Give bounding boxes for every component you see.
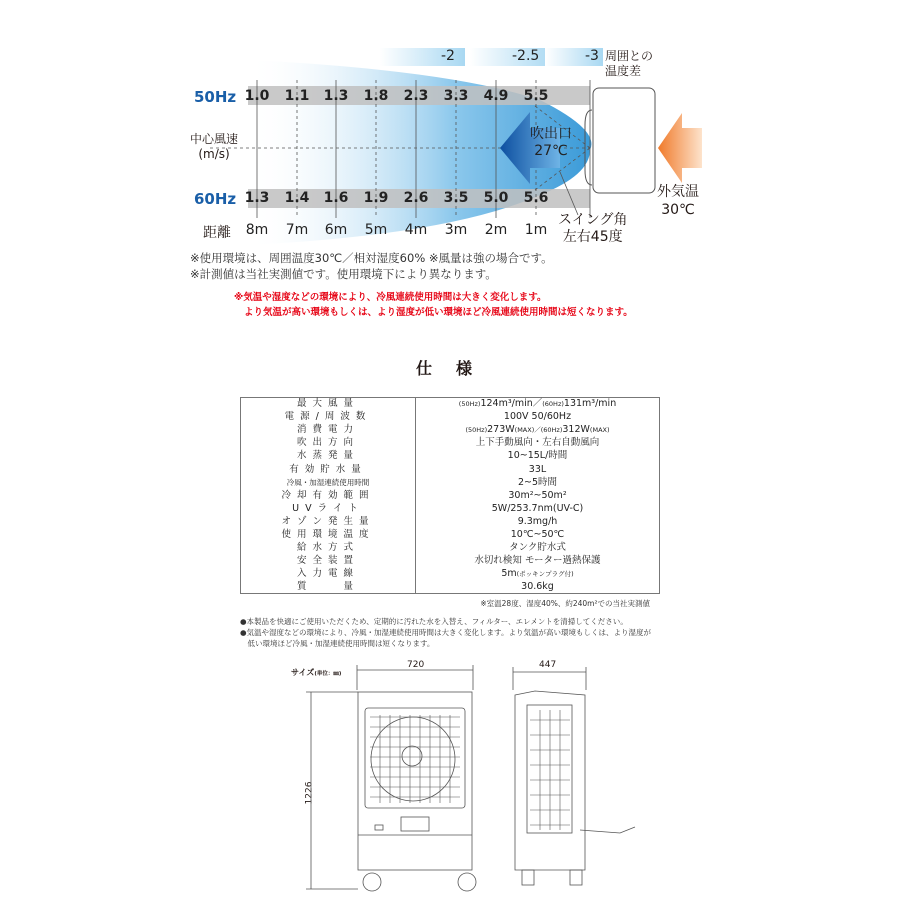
speed-value: 1.9	[363, 190, 389, 206]
spec-label: 入力電線	[241, 568, 416, 581]
label-50hz: 50Hz	[194, 88, 237, 106]
spec-value-part: 水切れ検知 モーター過熱保護	[474, 555, 601, 567]
side-view	[515, 691, 635, 885]
spec-value	[416, 437, 660, 450]
dim-width-front: 720	[407, 660, 425, 670]
bullet-line: 低い環境ほど冷風・加湿連続使用時間は短くなります。	[240, 639, 435, 648]
spec-value-part: (ポッキンプラグ付)	[516, 570, 574, 579]
spec-value	[416, 502, 660, 515]
spec-table	[240, 397, 660, 594]
outlet-label	[530, 126, 572, 160]
distance-value: 5m	[364, 222, 388, 238]
spec-value-part: 100V 50/60Hz	[503, 411, 572, 423]
spec-row	[241, 424, 660, 437]
spec-row	[241, 463, 660, 476]
airflow-graphic	[0, 0, 900, 260]
spec-value	[416, 476, 660, 489]
swing-label	[558, 212, 627, 246]
spec-label: UVライト	[241, 502, 416, 515]
spec-value-part: (MAX)／(60Hz)	[514, 426, 563, 435]
speed-value: 1.3	[244, 190, 270, 206]
distance-value: 6m	[324, 222, 348, 238]
speed-value: 5.5	[523, 88, 549, 104]
spec-footnote: ※室温28度、湿度40%、約240m²での当社実測値	[480, 599, 650, 608]
outlet-temp: 27℃	[534, 143, 568, 159]
spec-row	[241, 515, 660, 528]
distance-value: 4m	[404, 222, 428, 238]
spec-value-part: 312W	[562, 424, 590, 436]
spec-label: 安全装置	[241, 555, 416, 568]
spec-title: 仕 様	[416, 359, 477, 378]
spec-label: 有効貯水量	[241, 463, 416, 476]
spec-value-part: (60Hz)	[542, 400, 564, 409]
spec-value-part: (MAX)	[589, 426, 610, 435]
spec-row	[241, 528, 660, 541]
spec-row	[241, 542, 660, 555]
spec-bullets	[240, 616, 651, 649]
spec-label: 最大風量	[241, 398, 416, 411]
outlet-line: 吹出口	[530, 126, 572, 142]
unit-icon	[593, 88, 655, 193]
spec-value-part: 上下手動風向・左右自動風向	[475, 437, 600, 449]
speed-value: 2.6	[403, 190, 429, 206]
temp-diff-label	[605, 49, 653, 79]
spec-value-part: 30m²~50m²	[508, 489, 567, 501]
speed-value: 5.0	[483, 190, 509, 206]
outside-line: 外気温	[657, 184, 699, 200]
spec-value	[416, 450, 660, 463]
spec-row	[241, 398, 660, 411]
distance-value: 2m	[484, 222, 508, 238]
speed-value: 3.5	[443, 190, 469, 206]
spec-row	[241, 476, 660, 489]
spec-value-part: 30.6kg	[521, 581, 554, 593]
spec-value-part: 2~5時間	[517, 476, 558, 488]
swing-angle: 左右45度	[562, 229, 623, 245]
spec-value-part: 9.3mg/h	[517, 515, 558, 527]
spec-value-part: 33L	[528, 463, 547, 475]
speed-value: 2.3	[403, 88, 429, 104]
spec-value	[416, 528, 660, 541]
speed-value: 4.9	[483, 88, 509, 104]
dim-height: 1226	[304, 781, 315, 805]
spec-row	[241, 502, 660, 515]
spec-value	[416, 542, 660, 555]
spec-row	[241, 555, 660, 568]
spec-row	[241, 568, 660, 581]
spec-value-part: 5W/253.7nm(UV-C)	[491, 502, 584, 514]
spec-label: 冷却有効範囲	[241, 489, 416, 502]
distance-value: 8m	[245, 222, 269, 238]
product-drawings	[280, 655, 660, 900]
dim-width-side: 447	[539, 660, 557, 670]
spec-value-part: タンク貯水式	[509, 542, 566, 554]
spec-row	[241, 437, 660, 450]
outside-air-arrow-icon	[658, 113, 702, 183]
temp-diff-label-line: 周囲との	[605, 49, 654, 63]
spec-value-part: (50Hz)	[465, 426, 488, 435]
speed-value: 1.4	[284, 190, 310, 206]
warning-line: ※気温や湿度などの環境により、冷風連続使用時間は大きく変化します。	[234, 292, 547, 303]
speed-value: 3.3	[443, 88, 469, 104]
spec-value	[416, 398, 660, 411]
speed-value: 5.6	[523, 190, 549, 206]
spec-label: 使用環境温度	[241, 528, 416, 541]
spec-row	[241, 411, 660, 424]
swing-line: スイング角	[558, 212, 628, 228]
spec-label: 質 量	[241, 581, 416, 594]
spec-value	[416, 581, 660, 594]
outside-temp-label	[657, 183, 699, 219]
distance-label: 距離	[203, 225, 231, 241]
spec-label: 冷風・加湿連続使用時間	[241, 476, 416, 489]
spec-value-part: 131m³/min	[563, 398, 617, 410]
spec-label: 吹出方向	[241, 437, 416, 450]
spec-value	[416, 411, 660, 424]
spec-value-part: 10℃~50℃	[510, 528, 565, 540]
speed-value: 1.0	[244, 88, 270, 104]
distance-value: 1m	[524, 222, 548, 238]
spec-label: 水蒸発量	[241, 450, 416, 463]
temp-diff-2-5: -2.5	[512, 48, 540, 64]
bullet-line: ●本製品を快適にご使用いただくため、定期的に汚れた水を入替え、フィルター、エレメントを清掃してください。	[240, 617, 628, 626]
spec-value	[416, 463, 660, 476]
spec-row	[241, 450, 660, 463]
spec-value	[416, 489, 660, 502]
distance-value: 3m	[444, 222, 468, 238]
spec-row	[241, 581, 660, 594]
note-line: ※使用環境は、周囲温度30℃／相対湿度60% ※風量は強の場合です。	[190, 251, 553, 265]
speed-value: 1.8	[363, 88, 389, 104]
size-unit: (単位：㎜)	[314, 671, 342, 677]
speed-value: 1.1	[284, 88, 310, 104]
outside-temp: 30℃	[661, 202, 695, 218]
spec-row	[241, 489, 660, 502]
spec-value-part: 10~15L/時間	[507, 450, 568, 462]
spec-value-part: 5m	[501, 568, 517, 580]
spec-label: 給水方式	[241, 542, 416, 555]
speed-value: 1.3	[323, 88, 349, 104]
spec-value	[416, 515, 660, 528]
distance-value: 7m	[285, 222, 309, 238]
bullet-line: ●気温や湿度などの環境により、冷風・加湿連続使用時間は大きく変化します。より気温が高い環境もしくは、より湿度が	[240, 628, 651, 637]
label-60hz: 60Hz	[194, 190, 237, 208]
speed-value: 1.6	[323, 190, 349, 206]
spec-label: オゾン発生量	[241, 515, 416, 528]
spec-value-part: 124m³/min／	[480, 398, 543, 410]
spec-value	[416, 568, 660, 581]
spec-value-part: (50Hz)	[458, 400, 481, 409]
front-view	[358, 692, 476, 891]
spec-label: 消費電力	[241, 424, 416, 437]
spec-value	[416, 424, 660, 437]
warning-line: より気温が高い環境もしくは、より湿度が低い環境ほど冷風連続使用時間は短くなります。	[244, 307, 633, 318]
center-speed-line: 中心風速	[190, 132, 239, 146]
temp-diff-2: -2	[441, 48, 455, 64]
size-text: サイズ	[291, 668, 315, 677]
spec-value-part: 273W	[487, 424, 515, 436]
spec-value	[416, 555, 660, 568]
note-line: ※計測値は当社実測値です。使用環境下により異なります。	[190, 267, 497, 281]
center-speed-unit: (m/s)	[198, 147, 230, 161]
temp-diff-3: -3	[585, 48, 599, 64]
temp-diff-label-line: 温度差	[605, 64, 642, 78]
spec-label: 電源/周波数	[241, 411, 416, 424]
center-speed-label	[190, 132, 238, 162]
